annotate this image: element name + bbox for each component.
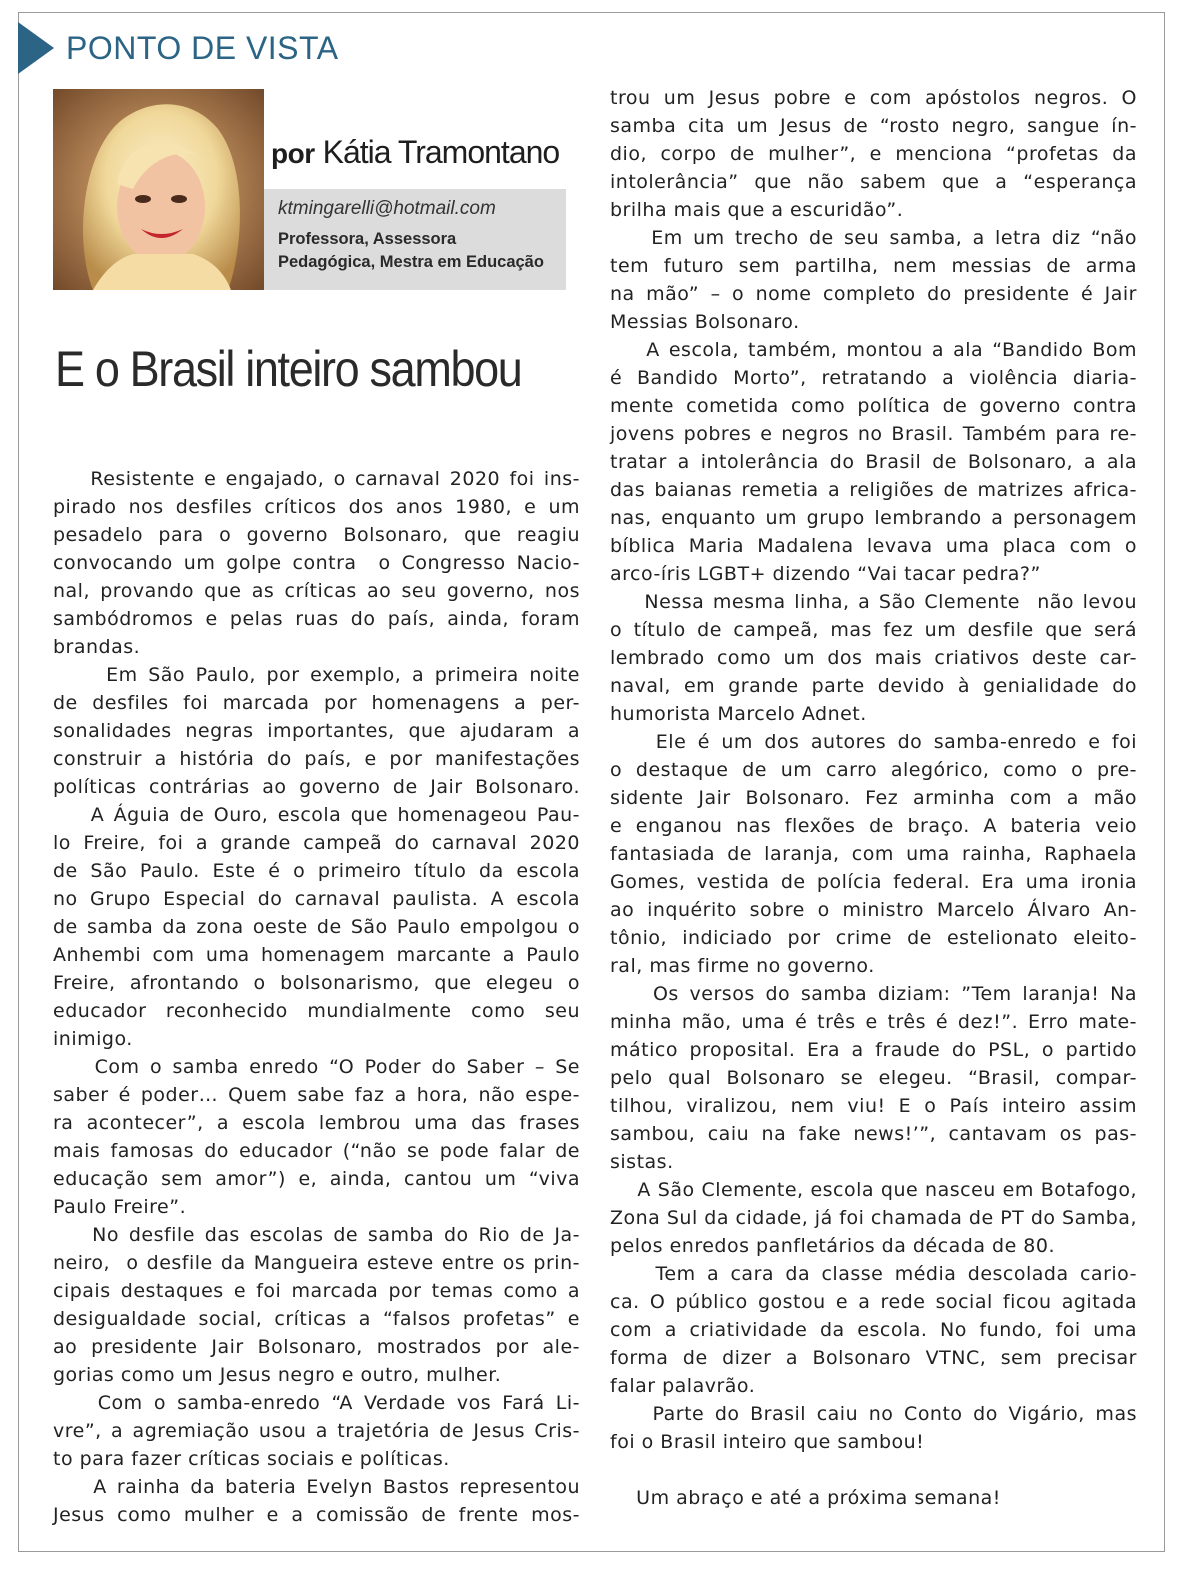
article-line: nas, enquanto um grupo lembrando a personagem — [610, 507, 1137, 529]
article-line: tônio, indiciado por crime de estelionato eleito- — [610, 927, 1137, 949]
article-line: o destaque de um carro alegórico, como o pre- — [610, 759, 1137, 781]
article-line: jovens pobres e negros no Brasil. Também para re- — [610, 423, 1137, 445]
article-line: A rainha da bateria Evelyn Bastos representou — [53, 1476, 580, 1498]
article-line: Um abraço e até a próxima semana! — [610, 1487, 1001, 1509]
article-line: lembrado como um dos mais criativos deste car- — [610, 647, 1137, 669]
article-line: ao presidente Jair Bolsonaro, mostrados por ale- — [53, 1336, 580, 1358]
article-line: Parte do Brasil caiu no Conto do Vigário, mas — [610, 1403, 1137, 1425]
article-line: Paulo Freire”. — [53, 1196, 187, 1218]
article-line: sistas. — [610, 1151, 674, 1173]
article-line: pesadelo para o governo Bolsonaro, que reagiu — [53, 524, 580, 546]
article-line: no Grupo Especial do carnaval paulista. A escola — [53, 888, 580, 910]
article-line: fantasiada de laranja, com uma rainha, Raphaela — [610, 843, 1137, 865]
article-line: Os versos do samba diziam: ”Tem laranja! Na — [610, 983, 1137, 1005]
article-line: ao inquérito sobre o ministro Marcelo Álvaro An- — [610, 899, 1137, 921]
article-line: dio, corpo de mulher”, e menciona “profetas da — [610, 143, 1137, 165]
article-line: mático proposital. Era a fraude do PSL, o partido — [610, 1039, 1137, 1061]
article-line: Com o samba enredo “O Poder do Saber – Se — [53, 1056, 580, 1078]
article-line: foi o Brasil inteiro que sambou! — [610, 1431, 925, 1453]
author-role-line: Pedagógica, Mestra em Educação — [278, 253, 544, 271]
article-line: e enganou nas flexões de braço. A bateria veio — [610, 815, 1137, 837]
article-line: sidente Jair Bolsonaro. Fez arminha com a mão — [610, 787, 1137, 809]
article-line: inimigo. — [53, 1028, 133, 1050]
article-line: falar palavrão. — [610, 1375, 756, 1397]
article-line: o título de campeã, mas fez um desfile que será — [610, 619, 1137, 641]
article-line: Com o samba-enredo “A Verdade vos Fará Li- — [53, 1392, 580, 1414]
article-line: ca. O público gostou e a rede social ficou agitada — [610, 1291, 1137, 1313]
article-line: sambou, caiu na fake news!’”, cantavam os pas- — [610, 1123, 1137, 1145]
article-line: gorias como um Jesus negro e outro, mulher. — [53, 1364, 502, 1386]
article-line: bíblica Maria Madalena levava uma placa com o — [610, 535, 1137, 557]
article-line: sambódromos e pelas ruas do país, ainda, foram — [53, 608, 580, 630]
article-line: cipais destaques e foi marcada por temas como a — [53, 1280, 580, 1302]
article-line: A Águia de Ouro, escola que homenageou Pau- — [53, 804, 580, 826]
article-line: desigualdade social, críticas a “falsos profetas” e — [53, 1308, 580, 1330]
article-line: na mão” – o nome completo do presidente é Jair — [610, 283, 1137, 305]
article-line: vre”, a agremiação usou a trajetória de Jesus Cris- — [53, 1420, 580, 1442]
article-line: saber é poder… Quem sabe faz a hora, não espe- — [53, 1084, 580, 1106]
article-line: Tem a cara da classe média descolada cario- — [610, 1263, 1137, 1285]
article-line: pirado nos desfiles críticos dos anos 1980, e um — [53, 496, 580, 518]
article-line: A escola, também, montou a ala “Bandido Bom — [610, 339, 1137, 361]
author-role-line: Professora, Assessora — [278, 230, 457, 248]
section-arrow-icon — [18, 22, 54, 74]
article-line: tilhou, viralizou, nem viu! E o País inteiro assim — [610, 1095, 1137, 1117]
article-line: Ele é um dos autores do samba-enredo e foi — [610, 731, 1137, 753]
article-line: das baianas remetia a religiões de matrizes africa- — [610, 479, 1137, 501]
article-line: forma de dizer a Bolsonaro VTNC, sem precisar — [610, 1347, 1137, 1369]
article-line: convocando um golpe contra o Congresso Nacio- — [53, 552, 580, 574]
article-headline: E o Brasil inteiro sambou — [55, 341, 522, 397]
article-line: políticas contrárias ao governo de Jair Bolsonaro. — [53, 776, 580, 798]
article-line: Resistente e engajado, o carnaval 2020 foi ins- — [53, 468, 580, 490]
article-line: mente cometida como política de governo contra — [610, 395, 1137, 417]
article-line: de samba da zona oeste de São Paulo empolgou o — [53, 916, 580, 938]
author-photo — [53, 89, 264, 290]
article-line: educação sem amor”) e, ainda, cantou um “viva — [53, 1168, 580, 1190]
article-line: Anhembi com uma homenagem marcante a Paulo — [53, 944, 580, 966]
article-line: ral, mas firme no governo. — [610, 955, 875, 977]
article-line: de desfiles foi marcada por homenagens a per- — [53, 692, 580, 714]
article-line: pelos enredos panfletários da década de 80. — [610, 1235, 1056, 1257]
article-line: samba cita um Jesus de “rosto negro, sangue ín- — [610, 115, 1137, 137]
article-line: nal, provando que as críticas ao seu governo, nos — [53, 580, 580, 602]
article-line: minha mão, uma é três e três é dez!”. Erro mate- — [610, 1011, 1137, 1033]
article-line: trou um Jesus pobre e com apóstolos negros. O — [610, 87, 1137, 109]
author-role — [278, 228, 558, 274]
author-email[interactable]: ktmingarelli@hotmail.com — [278, 198, 496, 219]
article-line: neiro, o desfile da Mangueira esteve entre os prin- — [53, 1252, 580, 1274]
article-line: Gomes, vestida de polícia federal. Era uma ironia — [610, 871, 1137, 893]
article-line: Em um trecho de seu samba, a letra diz “não — [610, 227, 1137, 249]
article-column-right — [610, 84, 1137, 1512]
article-line: Nessa mesma linha, a São Clemente não levou — [610, 591, 1137, 613]
article-line: tem futuro sem partilha, nem messias de arma — [610, 255, 1137, 277]
article-line: Jesus como mulher e a comissão de frente mos- — [53, 1504, 580, 1526]
article-line: ra acontecer”, a escola lembrou uma das frases — [53, 1112, 580, 1134]
article-line: Em São Paulo, por exemplo, a primeira noite — [53, 664, 580, 686]
article-line: Freire, afrontando o bolsonarismo, que elegeu o — [53, 972, 580, 994]
article-line: de São Paulo. Este é o primeiro título da escola — [53, 860, 580, 882]
author-name: Kátia Tramontano — [322, 134, 560, 170]
article-line: pelo qual Bolsonaro se elegeu. “Brasil, compar- — [610, 1067, 1137, 1089]
article-line: No desfile das escolas de samba do Rio de Ja- — [53, 1224, 580, 1246]
article-line: intolerância” que não sabem que a “esperança — [610, 171, 1137, 193]
article-line: tratar a intolerância do Brasil de Bolsonaro, a ala — [610, 451, 1137, 473]
article-line: mais famosas do educador (“não se pode falar de — [53, 1140, 580, 1162]
article-line: construir a história do país, e por manifestações — [53, 748, 580, 770]
article-line: brilha mais que a escuridão”. — [610, 199, 904, 221]
author-info-box — [264, 189, 566, 290]
article-line: naval, em grande parte devido à genialidade do — [610, 675, 1137, 697]
article-line: com a criatividade da escola. No fundo, foi uma — [610, 1319, 1137, 1341]
article-line: A São Clemente, escola que nasceu em Botafogo, — [610, 1179, 1137, 1201]
article-column-left — [53, 465, 580, 1529]
article-line: to para fazer críticas sociais e políticas. — [53, 1448, 450, 1470]
article-line: humorista Marcelo Adnet. — [610, 703, 867, 725]
article-line: Messias Bolsonaro. — [610, 311, 800, 333]
byline-prefix: por — [271, 138, 315, 169]
article-line: Zona Sul da cidade, já foi chamada de PT do Samba, — [610, 1207, 1137, 1229]
article-line: lo Freire, foi a grande campeã do carnaval 2020 — [53, 832, 580, 854]
article-line: é Bandido Morto”, retratando a violência diaria- — [610, 367, 1137, 389]
article-line: brandas. — [53, 636, 141, 658]
author-byline — [271, 134, 559, 171]
article-line: sonalidades negras importantes, que ajudaram a — [53, 720, 580, 742]
article-line: educador reconhecido mundialmente como seu — [53, 1000, 580, 1022]
article-line — [610, 1456, 1137, 1484]
section-label: PONTO DE VISTA — [66, 30, 339, 66]
article-line: arco-íris LGBT+ dizendo “Vai tacar pedra?” — [610, 563, 1041, 585]
